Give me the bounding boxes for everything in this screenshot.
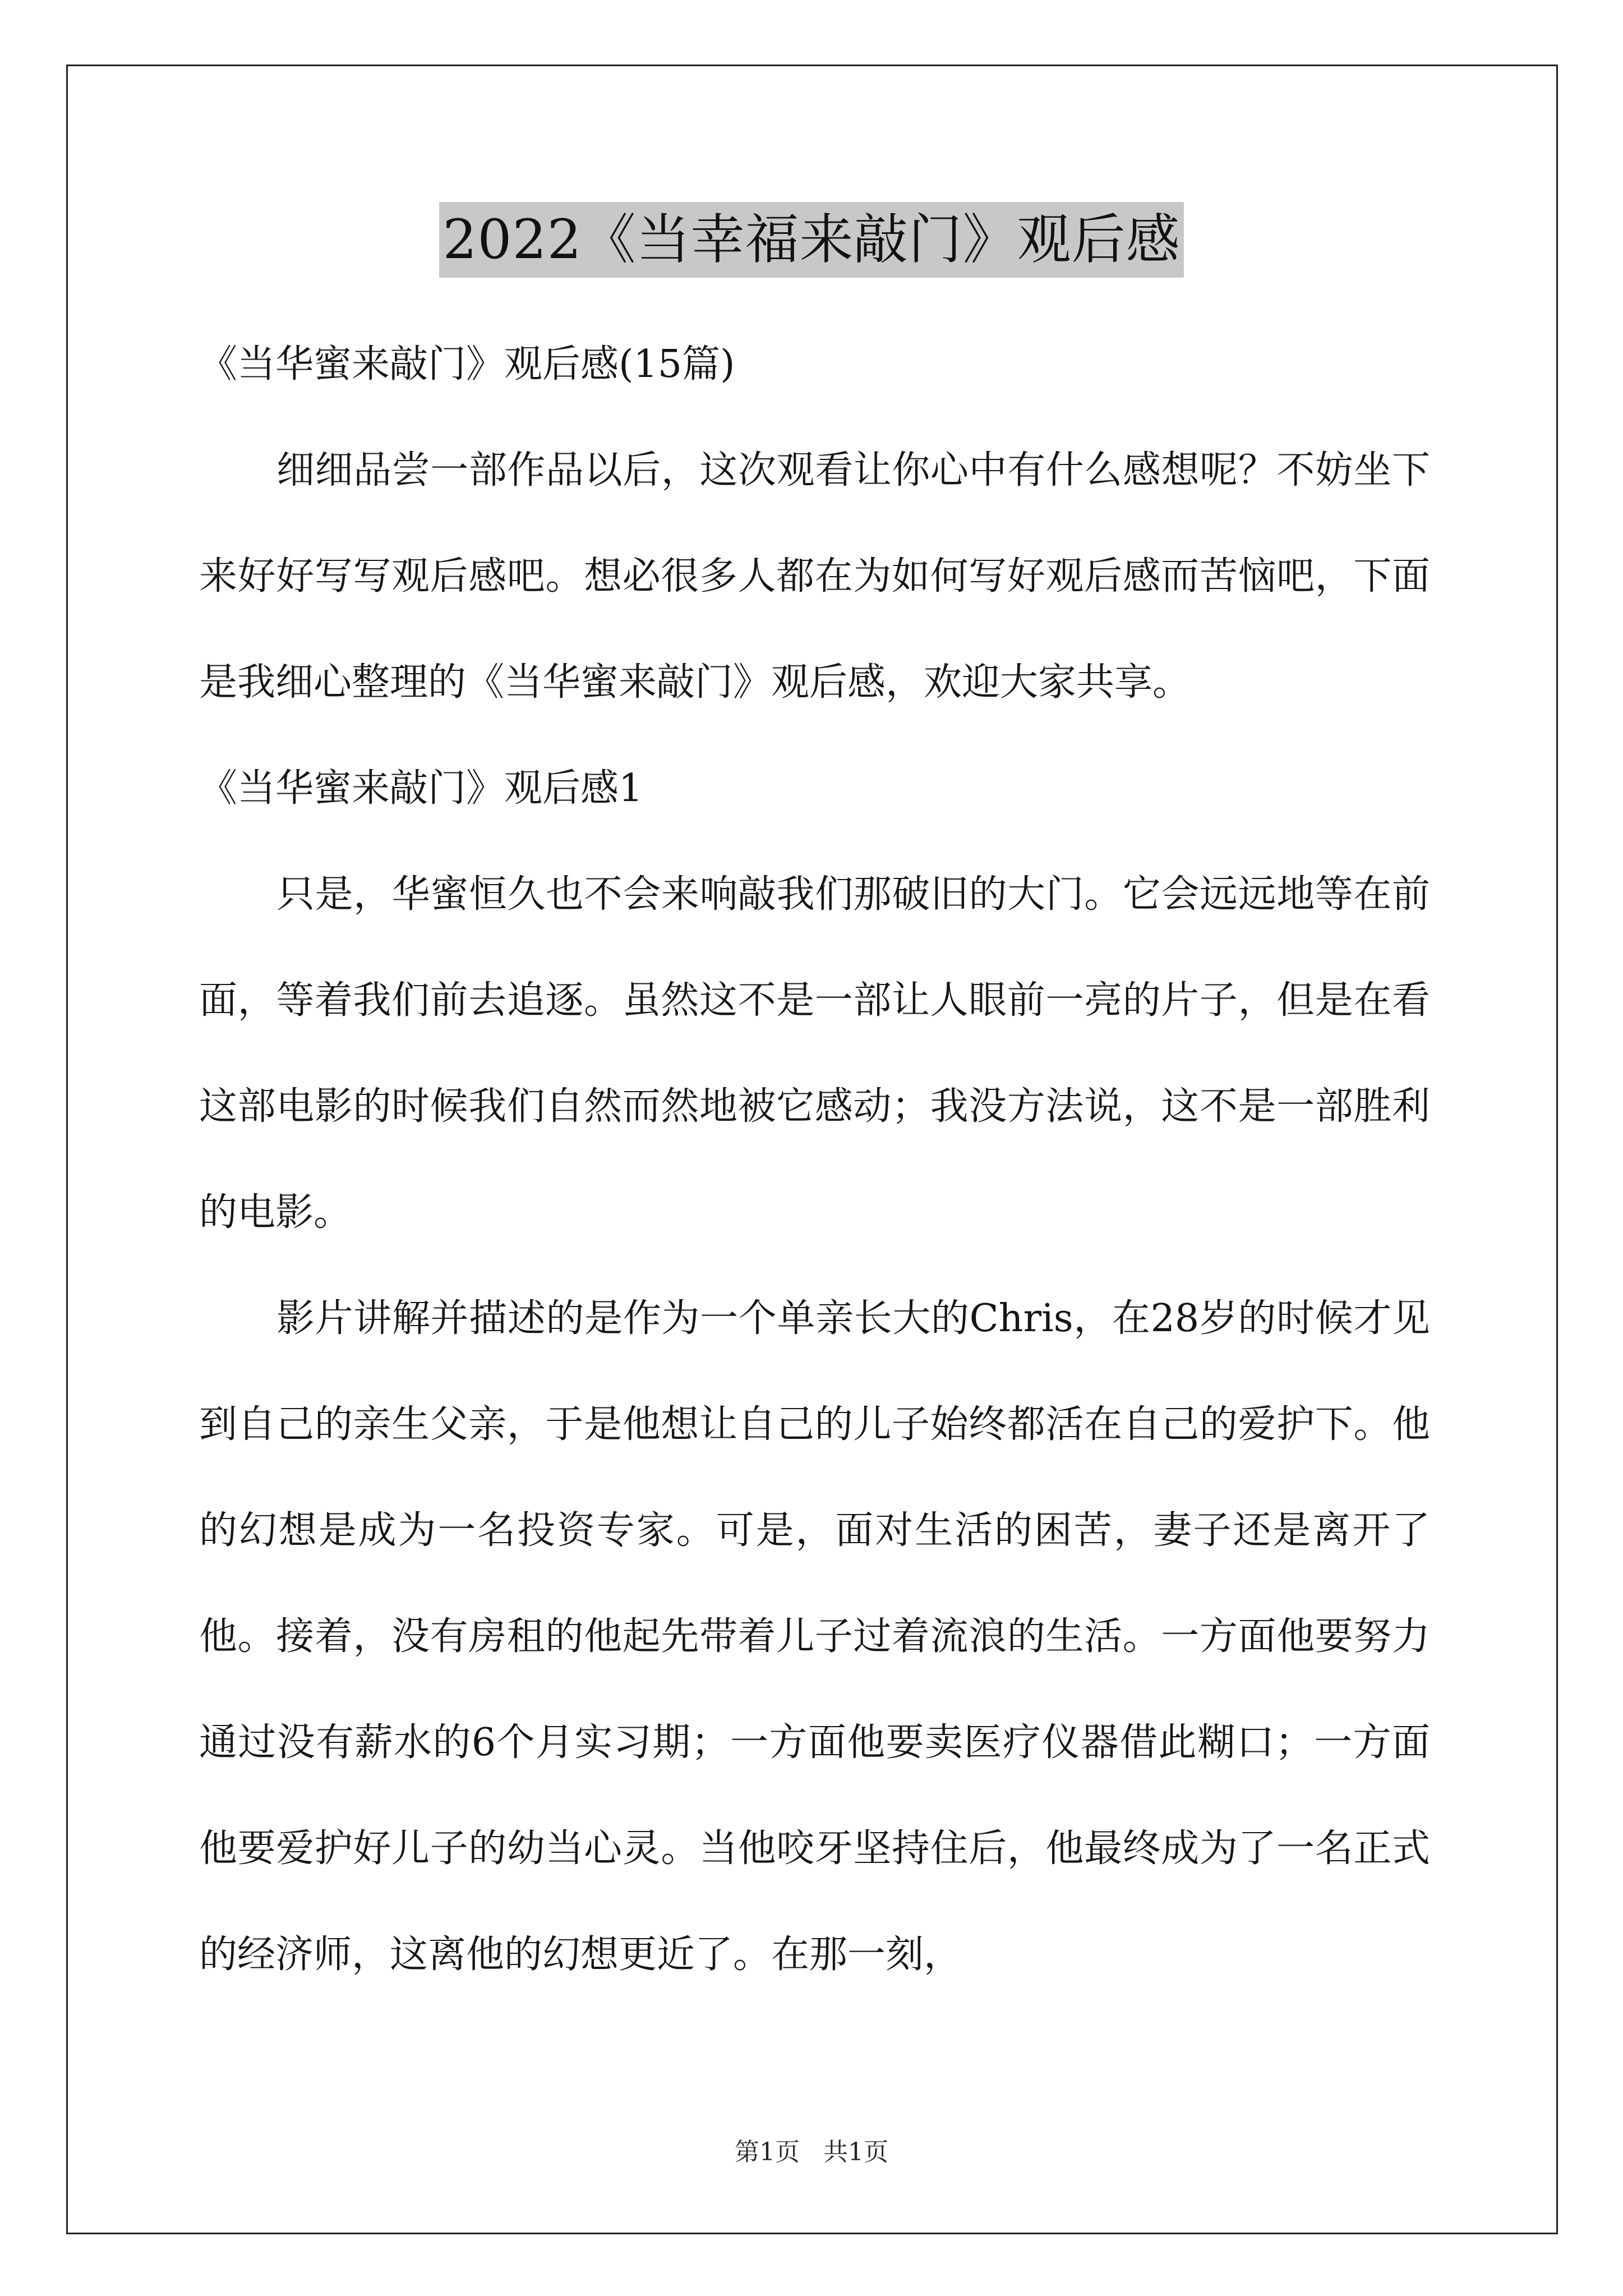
document-title: 2022《当幸福来敲门》观后感 [439,202,1183,278]
intro-paragraph: 细细品尝一部作品以后，这次观看让你心中有什么感想呢？不妨坐下来好好写写观后感吧。想必很多人都在为如何写好观后感而苦恼吧，下面是我细心整理的《当华蜜来敲门》观后感，欢迎大家共享。 [199,448,1430,705]
page-number-total: 共1页 [823,2138,888,2166]
body-paragraph-2: 影片讲解并描述的是作为一个单亲长大的Chris，在28岁的时候才见到自己的亲生父亲，于是他想让自己的儿子始终都活在自己的爱护下。他的幻想是成为一名投资专家。可是，面对生活的困苦，妻子还是离开了他。接着，没有房租的他起先带着儿子过着流浪的生活。一方面他要努力通过没有薪水的6个月实习期；一方面他要卖医疗仪器借此糊口；一方面他要爱护好儿子的幼当心灵。当他咬牙坚持住后，他最终成为了一名正式的经济师，这离他的幻想更近了。在那一刻， [199,1296,1430,1977]
document-body [199,311,1430,2008]
body-paragraph-1: 只是，华蜜恒久也不会来响敲我们那破旧的大门。它会远远地等在前面，等着我们前去追逐。虽然这不是一部让人眼前一亮的片子，但是在看这部电影的时候我们自然而然地被它感动；我没方法说，这不是一部胜利的电影。 [199,872,1430,1235]
title-container [0,202,1623,278]
document-subtitle: 《当华蜜来敲门》观后感(15篇) [199,342,735,386]
section-heading: 《当华蜜来敲门》观后感1 [199,766,643,811]
page-number-current: 第1页 [735,2138,800,2166]
page-footer [0,2132,1623,2168]
